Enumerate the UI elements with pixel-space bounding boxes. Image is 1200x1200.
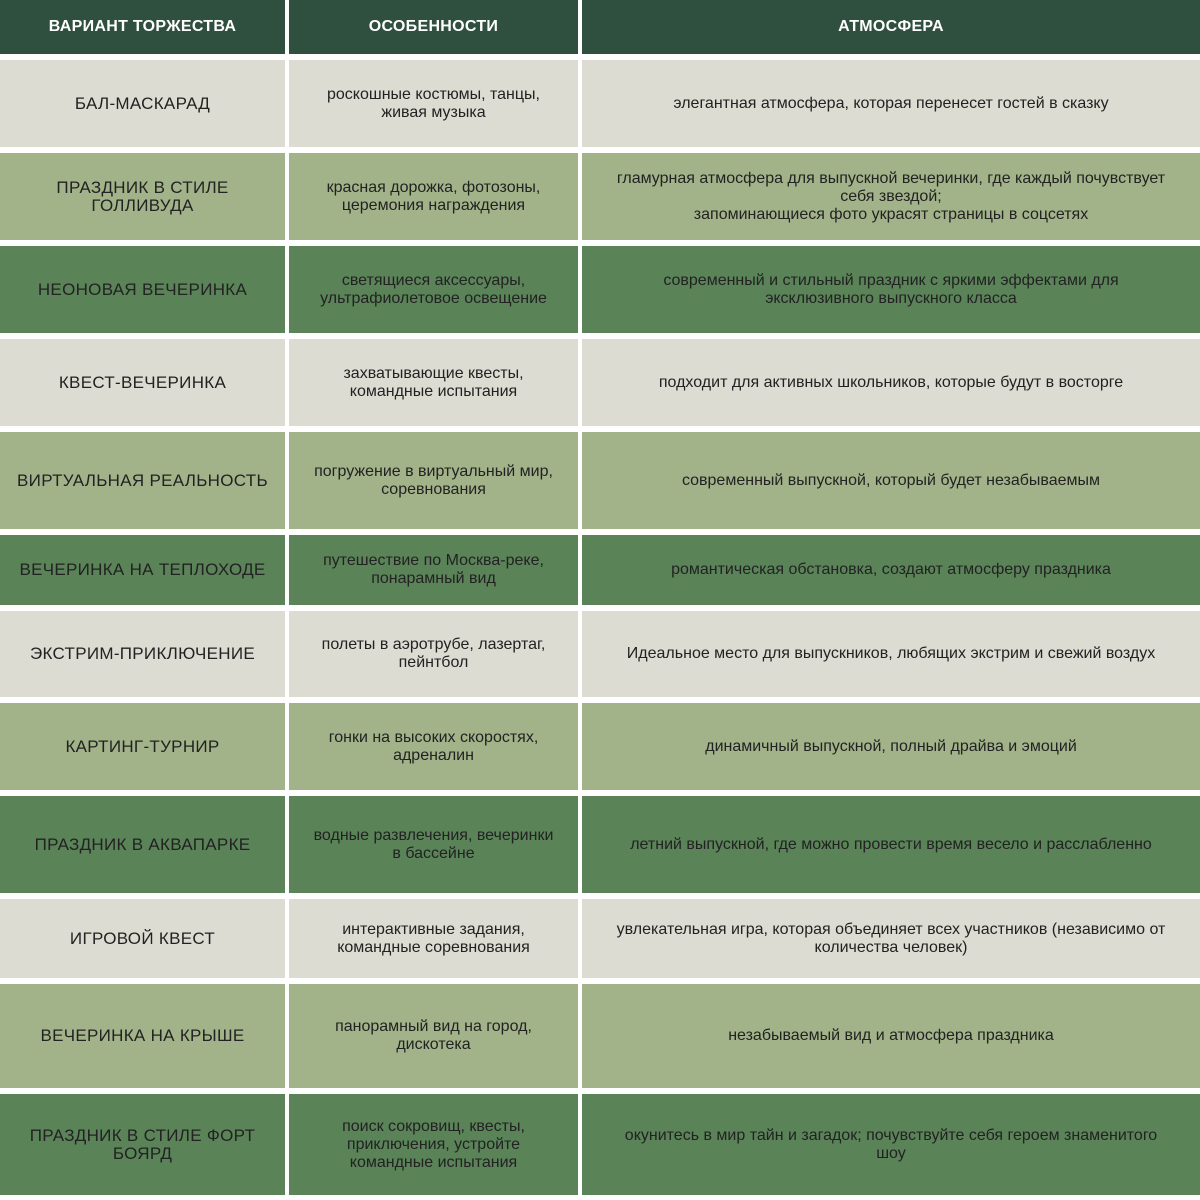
row-8-features: гонки на высоких скоростях, адреналин	[289, 703, 578, 790]
row-10-features: интерактивные задания, командные соревнования	[289, 899, 578, 978]
row-2-event-name: ПРАЗДНИК В СТИЛЕ ГОЛЛИВУДА	[0, 153, 285, 240]
row-11-features: панорамный вид на город, дискотека	[289, 984, 578, 1088]
row-6-event-name: ВЕЧЕРИНКА НА ТЕПЛОХОДЕ	[0, 535, 285, 605]
row-8-atmosphere: динамичный выпускной, полный драйва и эмоций	[582, 703, 1200, 790]
header-atmosphere: АТМОСФЕРА	[582, 0, 1200, 54]
row-7-atmosphere: Идеальное место для выпускников, любящих экстрим и свежий воздух	[582, 611, 1200, 697]
row-6-atmosphere: романтическая обстановка, создают атмосферу праздника	[582, 535, 1200, 605]
header-event-option: ВАРИАНТ ТОРЖЕСТВА	[0, 0, 285, 54]
row-7-features: полеты в аэротрубе, лазертаг, пейнтбол	[289, 611, 578, 697]
row-2-atmosphere: гламурная атмосфера для выпускной вечеринки, где каждый почувствует себя звездой; запоминающиеся фото украсят страницы в соцсетях	[582, 153, 1200, 240]
row-5-atmosphere: современный выпускной, который будет незабываемым	[582, 432, 1200, 529]
row-10-atmosphere: увлекательная игра, которая объединяет всех участников (независимо от количества человек)	[582, 899, 1200, 978]
row-9-atmosphere: летний выпускной, где можно провести время весело и расслабленно	[582, 796, 1200, 893]
row-3-event-name: НЕОНОВАЯ ВЕЧЕРИНКА	[0, 246, 285, 333]
row-1-atmosphere: элегантная атмосфера, которая перенесет гостей в сказку	[582, 60, 1200, 147]
row-8-event-name: КАРТИНГ-ТУРНИР	[0, 703, 285, 790]
row-3-features: светящиеся аксессуары, ультрафиолетовое освещение	[289, 246, 578, 333]
row-9-event-name: ПРАЗДНИК В АКВАПАРКЕ	[0, 796, 285, 893]
row-3-atmosphere: современный и стильный праздник с яркими эффектами для эксклюзивного выпускного класса	[582, 246, 1200, 333]
row-4-features: захватывающие квесты, командные испытания	[289, 339, 578, 426]
row-5-event-name: ВИРТУАЛЬНАЯ РЕАЛЬНОСТЬ	[0, 432, 285, 529]
row-2-features: красная дорожка, фотозоны, церемония награждения	[289, 153, 578, 240]
row-4-atmosphere: подходит для активных школьников, которые будут в восторге	[582, 339, 1200, 426]
row-11-event-name: ВЕЧЕРИНКА НА КРЫШЕ	[0, 984, 285, 1088]
row-10-event-name: ИГРОВОЙ КВЕСТ	[0, 899, 285, 978]
row-7-event-name: ЭКСТРИМ-ПРИКЛЮЧЕНИЕ	[0, 611, 285, 697]
row-12-atmosphere: окунитесь в мир тайн и загадок; почувствуйте себя героем знаменитого шоу	[582, 1094, 1200, 1195]
header-features: ОСОБЕННОСТИ	[289, 0, 578, 54]
row-1-event-name: БАЛ-МАСКАРАД	[0, 60, 285, 147]
row-12-features: поиск сокровищ, квесты, приключения, устройте командные испытания	[289, 1094, 578, 1195]
row-11-atmosphere: незабываемый вид и атмосфера праздника	[582, 984, 1200, 1088]
row-12-event-name: ПРАЗДНИК В СТИЛЕ ФОРТ БОЯРД	[0, 1094, 285, 1195]
row-6-features: путешествие по Москва-реке, понарамный вид	[289, 535, 578, 605]
row-5-features: погружение в виртуальный мир, соревнования	[289, 432, 578, 529]
row-9-features: водные развлечения, вечеринки в бассейне	[289, 796, 578, 893]
row-4-event-name: КВЕСТ-ВЕЧЕРИНКА	[0, 339, 285, 426]
row-1-features: роскошные костюмы, танцы, живая музыка	[289, 60, 578, 147]
